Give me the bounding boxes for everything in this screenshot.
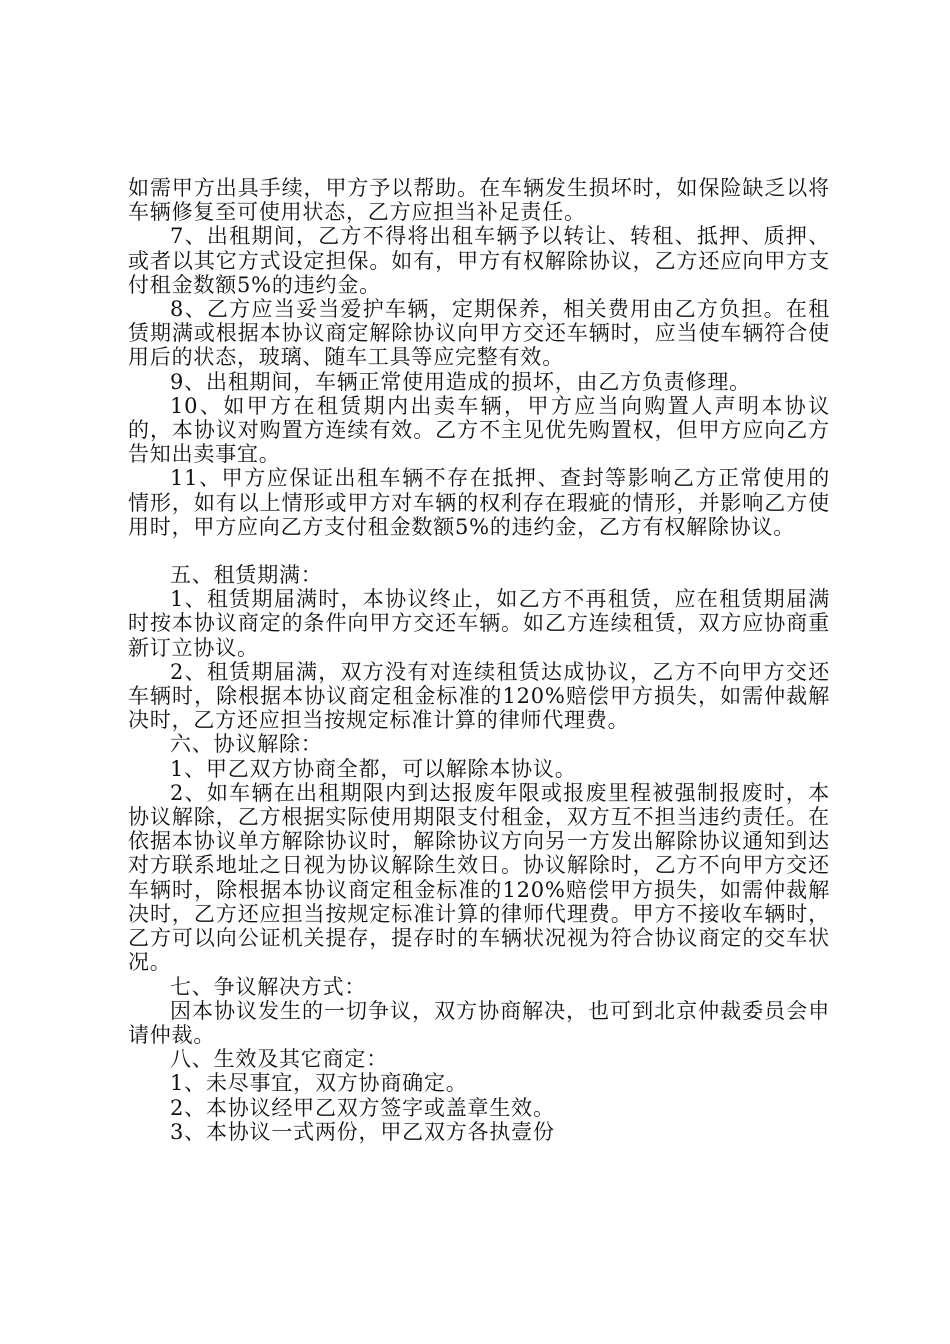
section-heading-6: 六、协议解除： bbox=[170, 732, 323, 757]
section-heading-7: 七、争议解决方式： bbox=[170, 974, 367, 999]
section-8-clause-3: 3、本协议一式两份，甲乙双方各执壹份 bbox=[170, 1119, 555, 1144]
clause-10: 10、如甲方在租赁期内出卖车辆，甲方应当向购置人声明本协议的，本协议对购置方连续有效。乙方不主见优先购置权，但甲方应向乙方告知出卖事宜。 bbox=[128, 393, 830, 467]
clause-8: 8、乙方应当妥当爱护车辆，定期保养，相关费用由乙方负担。在租赁期满或根据本协议商定解除协议向甲方交还车辆时，应当使车辆符合使用后的状态，玻璃、随车工具等应完整有效。 bbox=[128, 297, 830, 370]
section-8-clause-2: 2、本协议经甲乙双方签字或盖章生效。 bbox=[170, 1095, 555, 1120]
section-7-body: 因本协议发生的一切争议，双方协商解决，也可到北京仲裁委员会申请仲裁。 bbox=[128, 998, 830, 1047]
document-body bbox=[128, 176, 830, 1144]
section-5-clause-1: 1、租赁期届满时，本协议终止，如乙方不再租赁，应在租赁期届满时按本协议商定的条件向甲方交还车辆。如乙方连续租赁，双方应协商重新订立协议。 bbox=[128, 587, 830, 660]
blank-line bbox=[128, 539, 830, 563]
clause-7: 7、出租期间，乙方不得将出租车辆予以转让、转租、抵押、质押、或者以其它方式设定担保。如有，甲方有权解除协议，乙方还应向甲方支付租金数额5%的违约金。 bbox=[128, 224, 830, 297]
section-6-clause-2: 2、如车辆在出租期限内到达报废年限或报废里程被强制报废时，本协议解除，乙方根据实际使用期限支付租金，双方互不担当违约责任。在依据本协议单方解除协议时，解除协议方向另一方发出解除协议通知到达对方联系地址之日视为协议解除生效日。协议解除时，乙方不向甲方交还车辆时，除根据本协议商定租金标准的120%赔偿甲方损失，如需仲裁解决时，乙方还应担当按规定标准计算的律师代理费。甲方不接收车辆时，乙方可以向公证机关提存，提存时的车辆状况视为符合协议商定的交车状况。 bbox=[128, 780, 830, 975]
section-5-clause-2: 2、租赁期届满，双方没有对连续租赁达成协议，乙方不向甲方交还车辆时，除根据本协议商定租金标准的120%赔偿甲方损失，如需仲裁解决时，乙方还应担当按规定标准计算的律师代理费。 bbox=[128, 659, 830, 733]
paragraph-continuation: 如需甲方出具手续，甲方予以帮助。在车辆发生损坏时，如保险缺乏以将车辆修复至可使用状态，乙方应担当补足责任。 bbox=[128, 176, 830, 225]
section-6-clause-1: 1、甲乙双方协商全都，可以解除本协议。 bbox=[170, 756, 577, 781]
clause-9: 9、出租期间，车辆正常使用造成的损坏，由乙方负责修理。 bbox=[170, 369, 751, 394]
section-heading-5: 五、租赁期满： bbox=[170, 563, 323, 588]
section-8-clause-1: 1、未尽事宜，双方协商确定。 bbox=[170, 1071, 468, 1096]
section-heading-8: 八、生效及其它商定： bbox=[170, 1047, 388, 1072]
clause-11: 11、甲方应保证出租车辆不存在抵押、查封等影响乙方正常使用的情形，如有以上情形或甲方对车辆的权利存在瑕疵的情形，并影响乙方使用时，甲方应向乙方支付租金数额5%的违约金，乙方有权解除协议。 bbox=[128, 466, 830, 539]
